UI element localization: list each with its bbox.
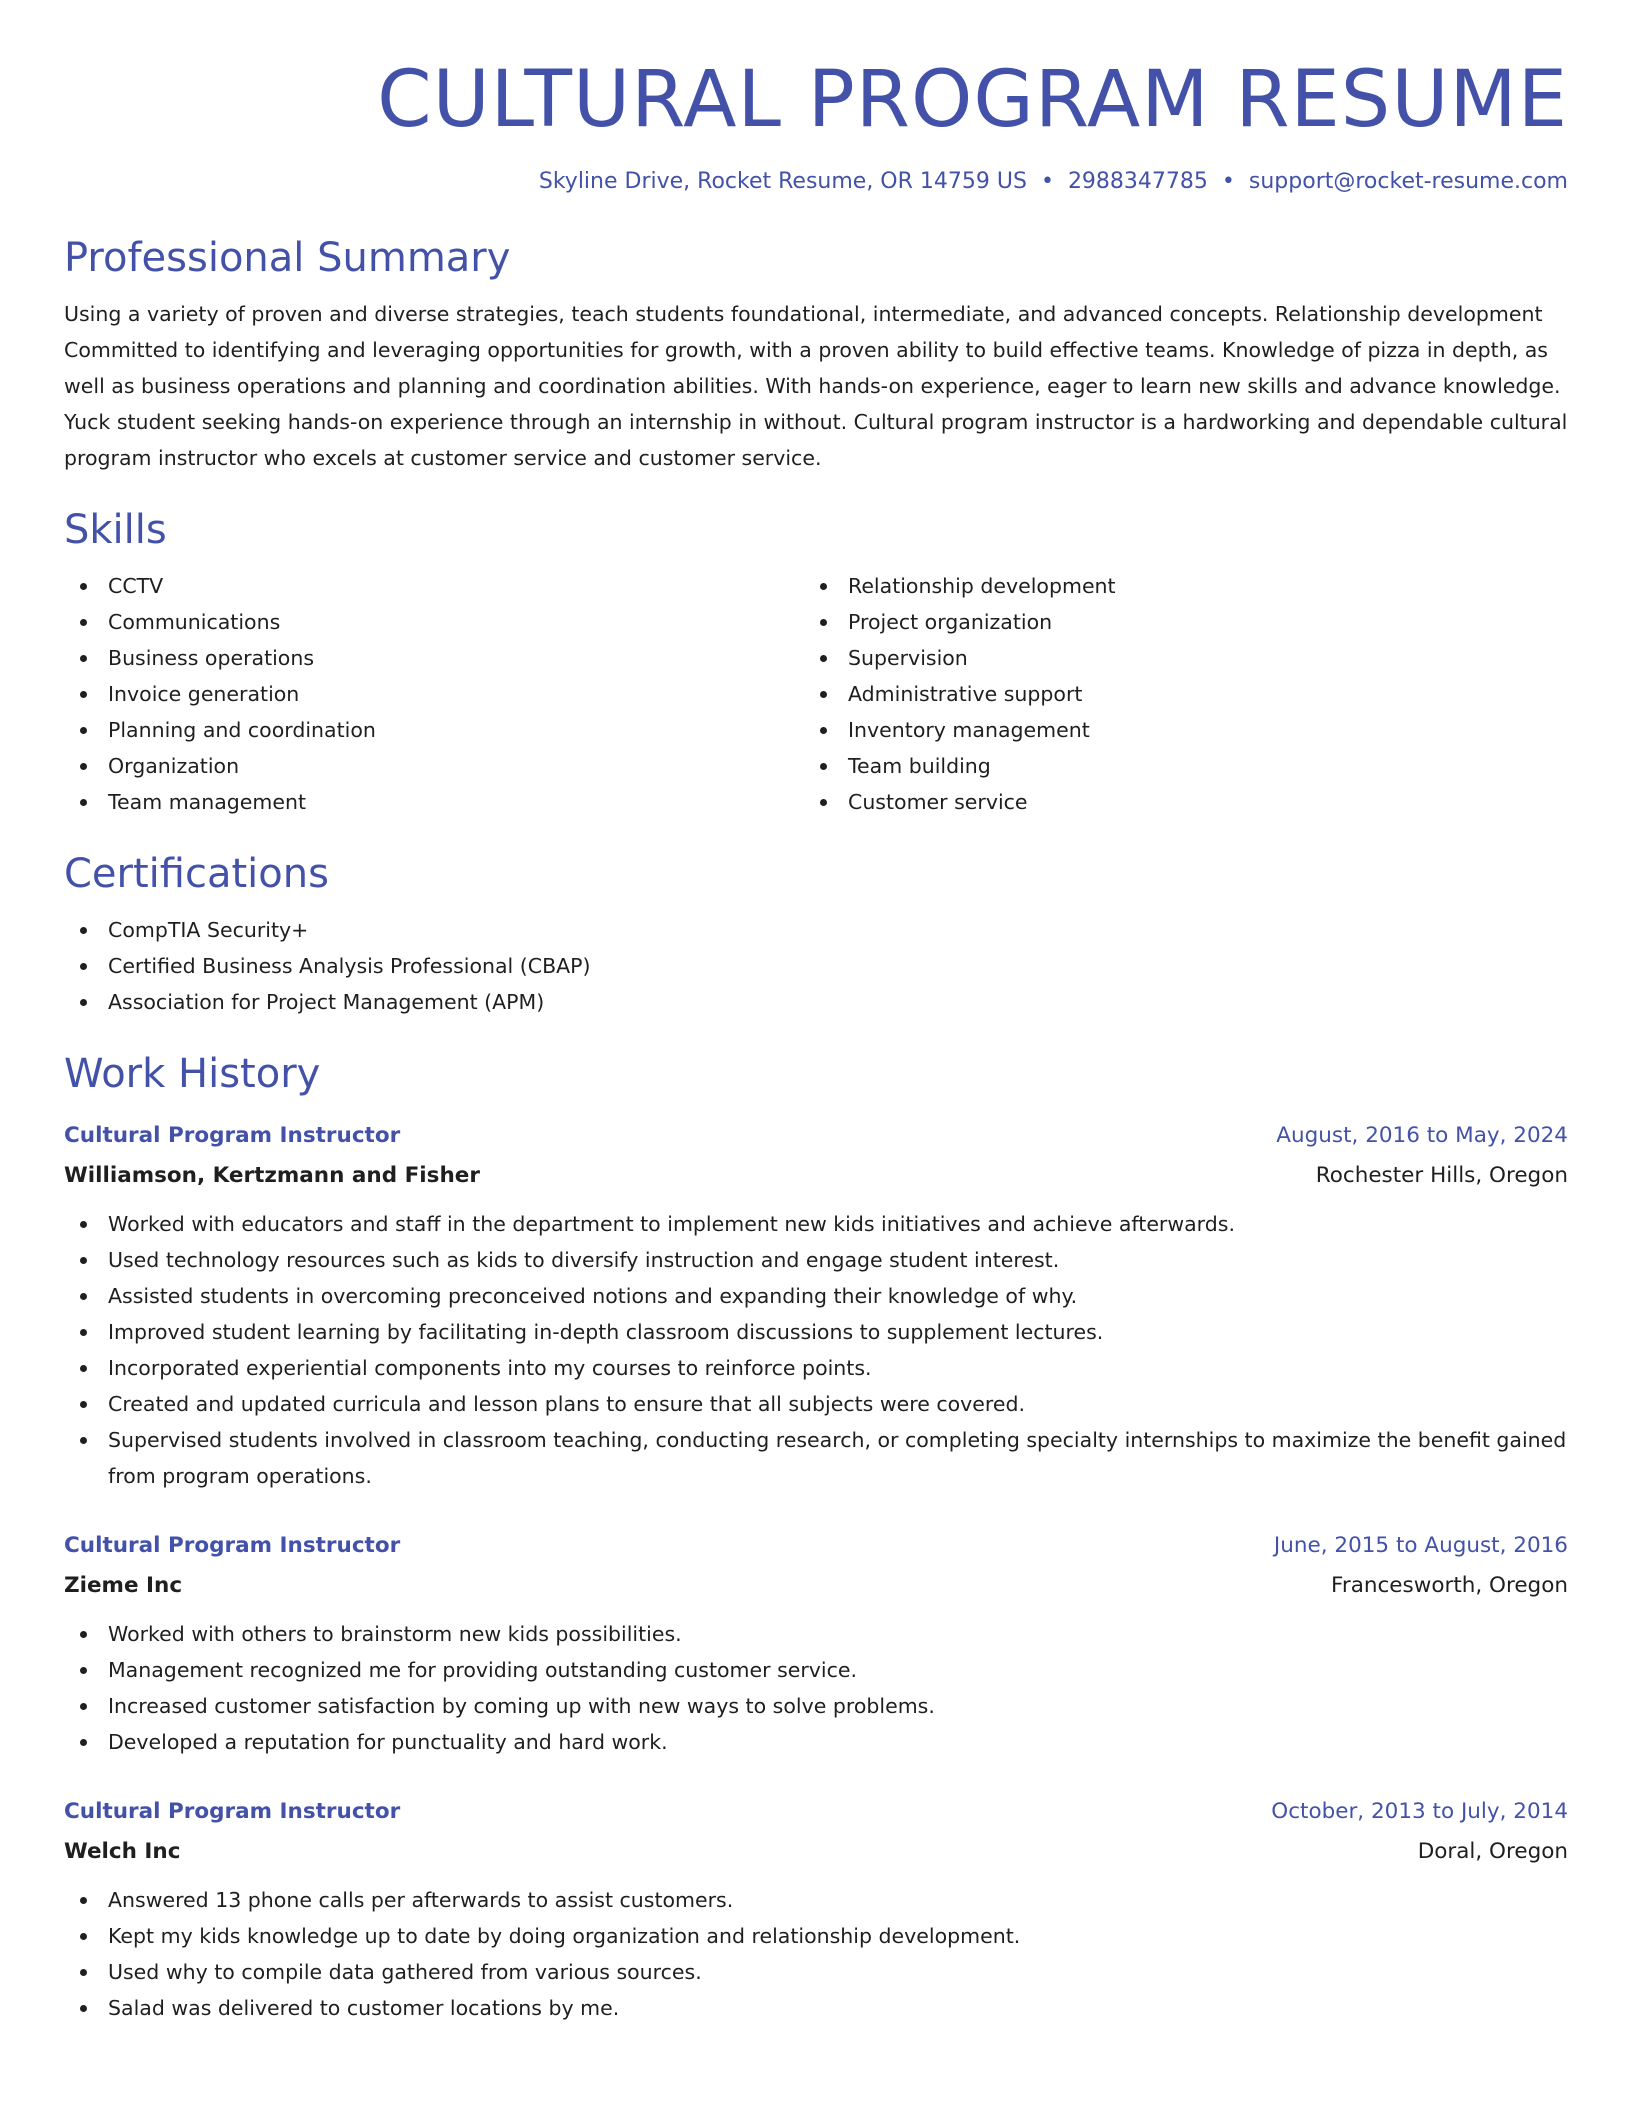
job-duty: Management recognized me for providing outstanding customer service. bbox=[64, 1652, 1568, 1688]
contact-separator: • bbox=[1221, 169, 1235, 194]
job-entry bbox=[64, 1526, 1568, 1760]
job-entry bbox=[64, 1116, 1568, 1494]
skill-item: Communications bbox=[64, 604, 804, 640]
skill-item: Supervision bbox=[804, 640, 1544, 676]
job-duties-list bbox=[64, 1616, 1568, 1760]
skill-item: Business operations bbox=[64, 640, 804, 676]
job-duty: Created and updated curricula and lesson plans to ensure that all subjects were covered. bbox=[64, 1386, 1568, 1422]
work-history-section bbox=[64, 1048, 1568, 2026]
contact-address: Skyline Drive, Rocket Resume, OR 14759 US bbox=[538, 169, 1027, 194]
job-duty: Assisted students in overcoming preconceived notions and expanding their knowledge of why. bbox=[64, 1278, 1568, 1314]
job-company: Zieme Inc bbox=[64, 1573, 183, 1598]
certification-item: Association for Project Management (APM) bbox=[64, 984, 1568, 1020]
skill-item: Relationship development bbox=[804, 568, 1544, 604]
job-title: Cultural Program Instructor bbox=[64, 1799, 401, 1824]
skills-list-left bbox=[64, 568, 804, 820]
skills-section bbox=[64, 504, 1568, 820]
job-duties-list bbox=[64, 1882, 1568, 2026]
contact-line bbox=[64, 166, 1568, 198]
job-duty: Used technology resources such as kids to diversify instruction and engage student interest. bbox=[64, 1242, 1568, 1278]
contact-separator: • bbox=[1040, 169, 1054, 194]
job-dates: June, 2015 to August, 2016 bbox=[1273, 1533, 1568, 1558]
job-dates: August, 2016 to May, 2024 bbox=[1276, 1123, 1568, 1148]
resume-name: CULTURAL PROGRAM RESUME bbox=[377, 55, 1568, 145]
skill-item: Administrative support bbox=[804, 676, 1544, 712]
certifications-title: Certifications bbox=[64, 851, 329, 897]
job-company: Welch Inc bbox=[64, 1839, 181, 1864]
skills-title: Skills bbox=[64, 507, 167, 553]
contact-phone: 2988347785 bbox=[1067, 169, 1208, 194]
job-duty: Kept my kids knowledge up to date by doing organization and relationship development. bbox=[64, 1918, 1568, 1954]
skill-item: Planning and coordination bbox=[64, 712, 804, 748]
job-company-row bbox=[64, 1832, 1568, 1872]
job-duty: Answered 13 phone calls per afterwards to assist customers. bbox=[64, 1882, 1568, 1918]
skill-item: Project organization bbox=[804, 604, 1544, 640]
skill-item: Team management bbox=[64, 784, 804, 820]
job-entry bbox=[64, 1792, 1568, 2026]
job-company-row bbox=[64, 1566, 1568, 1606]
job-duty: Improved student learning by facilitating in-depth classroom discussions to supplement lectures. bbox=[64, 1314, 1568, 1350]
summary-title: Professional Summary bbox=[64, 235, 511, 281]
skill-item: Customer service bbox=[804, 784, 1544, 820]
job-duties-list bbox=[64, 1206, 1568, 1494]
work-history-title: Work History bbox=[64, 1051, 321, 1097]
certification-item: CompTIA Security+ bbox=[64, 912, 1568, 948]
job-dates: October, 2013 to July, 2014 bbox=[1271, 1799, 1568, 1824]
certifications-section bbox=[64, 848, 1568, 1020]
certifications-list bbox=[64, 912, 1568, 1020]
job-duty: Incorporated experiential components into my courses to reinforce points. bbox=[64, 1350, 1568, 1386]
skill-item: Inventory management bbox=[804, 712, 1544, 748]
job-duty: Increased customer satisfaction by coming up with new ways to solve problems. bbox=[64, 1688, 1568, 1724]
job-title: Cultural Program Instructor bbox=[64, 1123, 401, 1148]
job-duty: Salad was delivered to customer locations by me. bbox=[64, 1990, 1568, 2026]
job-header-row bbox=[64, 1116, 1568, 1156]
job-company: Williamson, Kertzmann and Fisher bbox=[64, 1163, 480, 1188]
job-company-row bbox=[64, 1156, 1568, 1196]
job-duty: Worked with educators and staff in the department to implement new kids initiatives and achieve afterwards. bbox=[64, 1206, 1568, 1242]
job-title: Cultural Program Instructor bbox=[64, 1533, 401, 1558]
job-location: Doral, Oregon bbox=[1417, 1839, 1568, 1864]
summary-section bbox=[64, 232, 1568, 476]
job-duty: Developed a reputation for punctuality and hard work. bbox=[64, 1724, 1568, 1760]
certification-item: Certified Business Analysis Professional (CBAP) bbox=[64, 948, 1568, 984]
job-location: Rochester Hills, Oregon bbox=[1315, 1163, 1568, 1188]
skill-item: Invoice generation bbox=[64, 676, 804, 712]
skills-list-right bbox=[804, 568, 1544, 820]
job-duty: Used why to compile data gathered from various sources. bbox=[64, 1954, 1568, 1990]
skill-item: Organization bbox=[64, 748, 804, 784]
skill-item: Team building bbox=[804, 748, 1544, 784]
skills-grid bbox=[64, 568, 1568, 820]
skill-item: CCTV bbox=[64, 568, 804, 604]
contact-email[interactable]: support@rocket-resume.com bbox=[1248, 169, 1568, 194]
job-duty: Supervised students involved in classroom teaching, conducting research, or completing specialty internships to maximize the benefit gained from program operations. bbox=[64, 1422, 1568, 1494]
job-header-row bbox=[64, 1526, 1568, 1566]
resume-header bbox=[64, 52, 1568, 198]
job-location: Francesworth, Oregon bbox=[1331, 1573, 1568, 1598]
job-header-row bbox=[64, 1792, 1568, 1832]
job-duty: Worked with others to brainstorm new kids possibilities. bbox=[64, 1616, 1568, 1652]
summary-text: Using a variety of proven and diverse strategies, teach students foundational, intermediate, and advanced concepts. Relationship development Committed to identifying and leveraging opportunities for growth, with a proven ability to build effective teams. Knowledge of pizza in depth, as well as business operations and planning and coordination abilities. With hands-on experience, eager to learn new skills and advance knowledge. Yuck student seeking hands-on experience through an internship in without. Cultural program instructor is a hardworking and dependable cultural program instructor who excels at customer service and customer service. bbox=[64, 302, 1568, 470]
